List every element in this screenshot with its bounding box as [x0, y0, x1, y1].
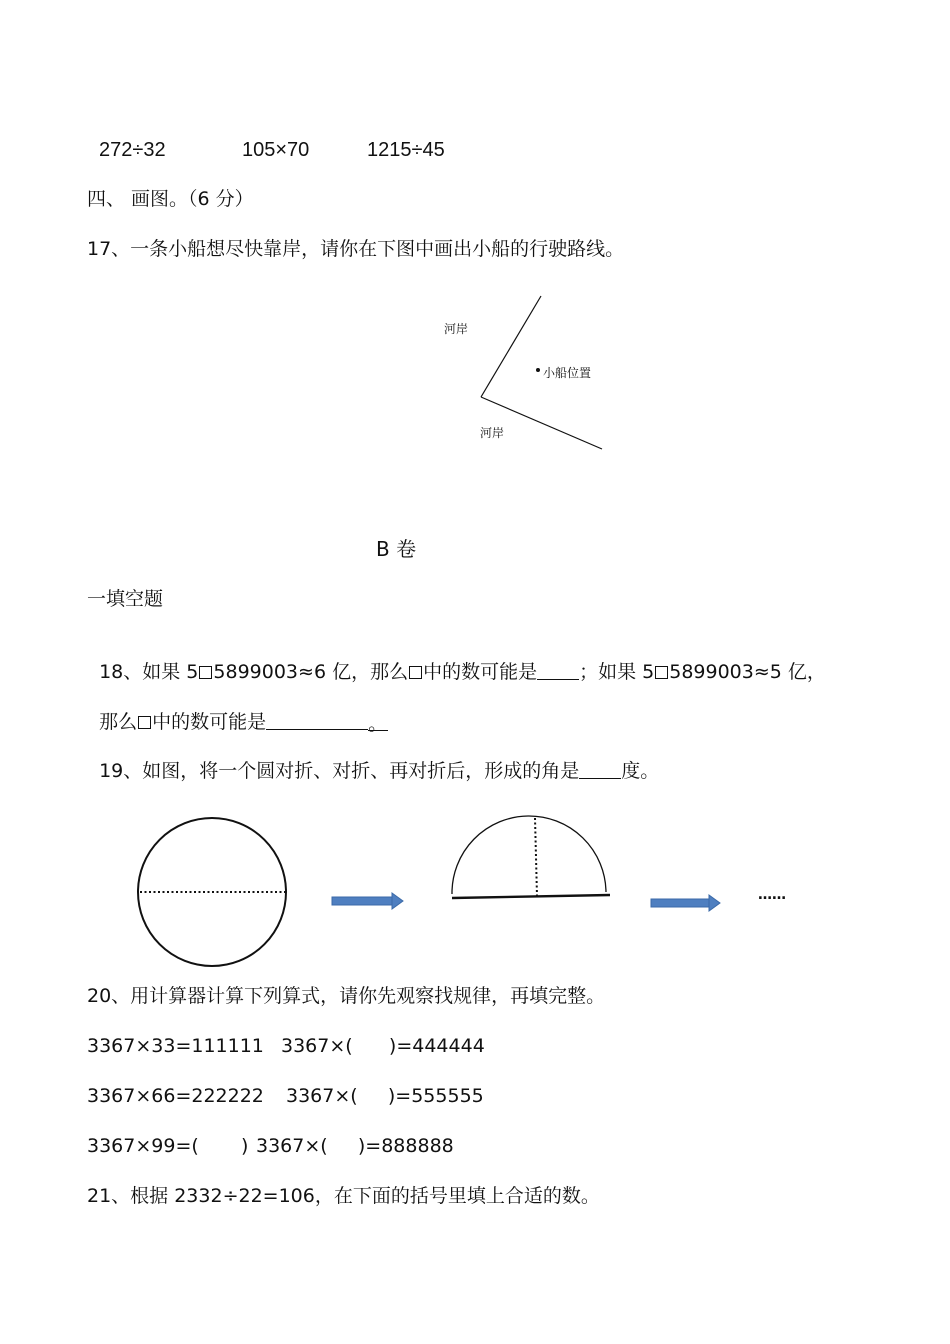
q18-mid: 5899003≈6 亿，那么 — [213, 661, 409, 683]
q18-mid2: 中的数可能是 — [423, 661, 538, 683]
q20-row-3-right[interactable]: 3367×( )=888888 — [256, 1135, 454, 1157]
semicircle-fold-line — [535, 818, 537, 896]
digit-box — [138, 716, 151, 729]
question-20: 20、用计算器计算下列算式，请你先观察找规律，再填完整。 — [87, 985, 606, 1007]
question-18-line-2 — [87, 686, 388, 734]
q18-end: 5899003≈5 亿， — [669, 661, 826, 683]
fold-figure — [138, 816, 720, 966]
answer-blank[interactable] — [266, 711, 368, 730]
question-21: 21、根据 2332÷22=106，在下面的括号里填上合适的数。 — [87, 1185, 600, 1207]
q19-suffix: 度。 — [621, 760, 660, 782]
section-4-heading: 四、 画图。（6 分） — [87, 188, 254, 210]
semicircle-base — [452, 895, 610, 898]
q18-b-end: 。 — [368, 713, 388, 735]
question-17: 17、一条小船想尽快靠岸，请你在下图中画出小船的行驶路线。 — [87, 238, 625, 260]
fill-in-heading: 一填空题 — [87, 588, 164, 610]
bank-label-upper: 河岸 — [444, 322, 469, 336]
q20-row-2-right[interactable]: 3367×( )=555555 — [286, 1085, 484, 1107]
bank-label-lower: 河岸 — [480, 426, 505, 440]
arrow-1 — [332, 893, 403, 909]
digit-box — [409, 666, 422, 679]
boat-position-label: 小船位置 — [543, 366, 592, 380]
q20-row-1-left: 3367×33=111111 — [87, 1035, 264, 1057]
river-bank-line-lower — [481, 397, 602, 449]
digit-box — [199, 666, 212, 679]
q18-sep: ；如果 5 — [579, 661, 655, 683]
calc-3: 1215÷45 — [367, 139, 445, 161]
q18-b-prefix: 那么 — [99, 711, 138, 733]
q20-row-3-left[interactable]: 3367×99=( ) — [87, 1135, 249, 1157]
q20-row-1-right[interactable]: 3367×( )=444444 — [281, 1035, 485, 1057]
ellipsis: …… — [758, 887, 786, 903]
boat-position-dot — [536, 368, 540, 372]
q18-prefix: 18、如果 5 — [99, 661, 199, 683]
question-19 — [87, 735, 659, 783]
q20-row-2-left: 3367×66=222222 — [87, 1085, 264, 1107]
question-18-line-1 — [87, 636, 826, 684]
calc-2: 105×70 — [242, 139, 310, 161]
semicircle-arc — [452, 816, 606, 894]
answer-blank[interactable] — [537, 661, 579, 680]
calc-1: 272÷32 — [99, 139, 166, 161]
q18-b-mid: 中的数可能是 — [152, 711, 267, 733]
arrow-2 — [651, 895, 720, 911]
q19-prefix: 19、如图，将一个圆对折、对折、再对折后，形成的角是 — [99, 760, 580, 782]
river-bank-line-upper — [481, 296, 541, 397]
answer-blank[interactable] — [579, 760, 621, 779]
digit-box — [655, 666, 668, 679]
part-b-title: B 卷 — [376, 537, 417, 561]
